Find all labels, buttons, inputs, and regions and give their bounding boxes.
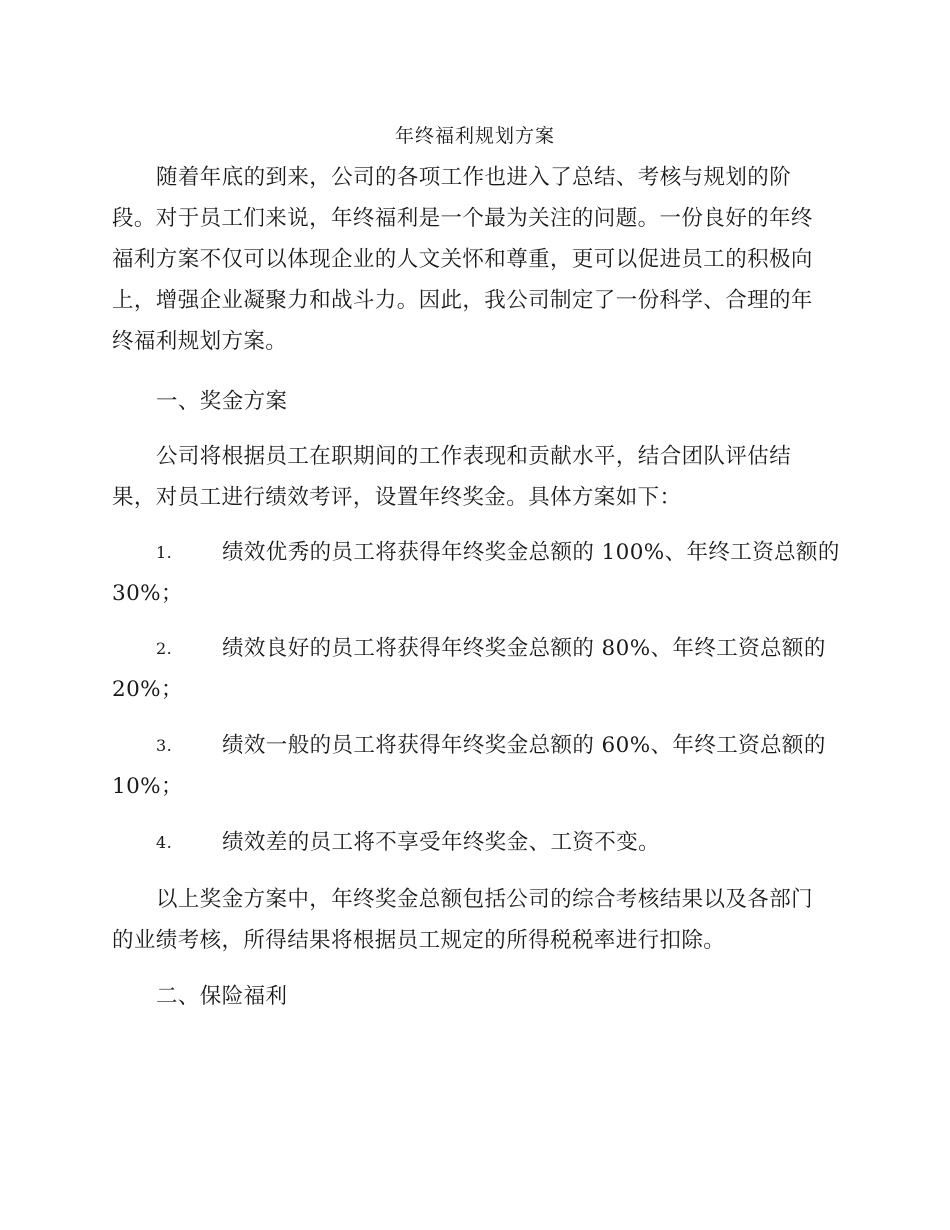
- intro-paragraph: 随着年底的到来，公司的各项工作也进入了总结、考核与规划的阶段。对于员工们来说，年终福利是一个最为关注的问题。一份良好的年终福利方案不仅可以体现企业的人文关怀和尊重，更可以促进员工的积极向上，增强企业凝聚力和战斗力。因此，我公司制定了一份科学、合理的年终福利规划方案。: [112, 165, 813, 354]
- list-item-text: 绩效优秀的员工将获得年终奖金总额的 100%、年终工资总额的: [222, 540, 840, 565]
- list-item-continuation: 10%；: [112, 774, 183, 799]
- list-item: [112, 532, 840, 614]
- list-item: [112, 822, 832, 863]
- list-item-number: 2.: [156, 639, 173, 658]
- list-item-continuation: 20%；: [112, 677, 183, 702]
- list-item: [112, 628, 832, 710]
- list-item-number: 4.: [156, 833, 173, 852]
- section-1-heading: 一、奖金方案: [156, 389, 288, 414]
- document-title: 年终福利规划方案: [394, 125, 555, 147]
- list-item-text: 绩效差的员工将不享受年终奖金、工资不变。: [222, 830, 661, 855]
- section-1-summary-paragraph: 以上奖金方案中，年终奖金总额包括公司的综合考核结果以及各部门的业绩考核，所得结果将根据员工规定的所得税税率进行扣除。: [112, 887, 814, 953]
- section-2-heading: 二、保险福利: [156, 984, 288, 1009]
- section-1-intro-paragraph: 公司将根据员工在职期间的工作表现和贡献水平，结合团队评估结果，对员工进行绩效考评，设置年终奖金。具体方案如下：: [112, 444, 792, 510]
- list-item: [112, 725, 832, 807]
- list-item-number: 1.: [156, 543, 173, 562]
- list-item-text: 绩效一般的员工将获得年终奖金总额的 60%、年终工资总额的: [222, 733, 826, 758]
- list-item-number: 3.: [156, 736, 173, 755]
- list-item-text: 绩效良好的员工将获得年终奖金总额的 80%、年终工资总额的: [222, 636, 826, 661]
- list-item-continuation: 30%；: [112, 581, 183, 606]
